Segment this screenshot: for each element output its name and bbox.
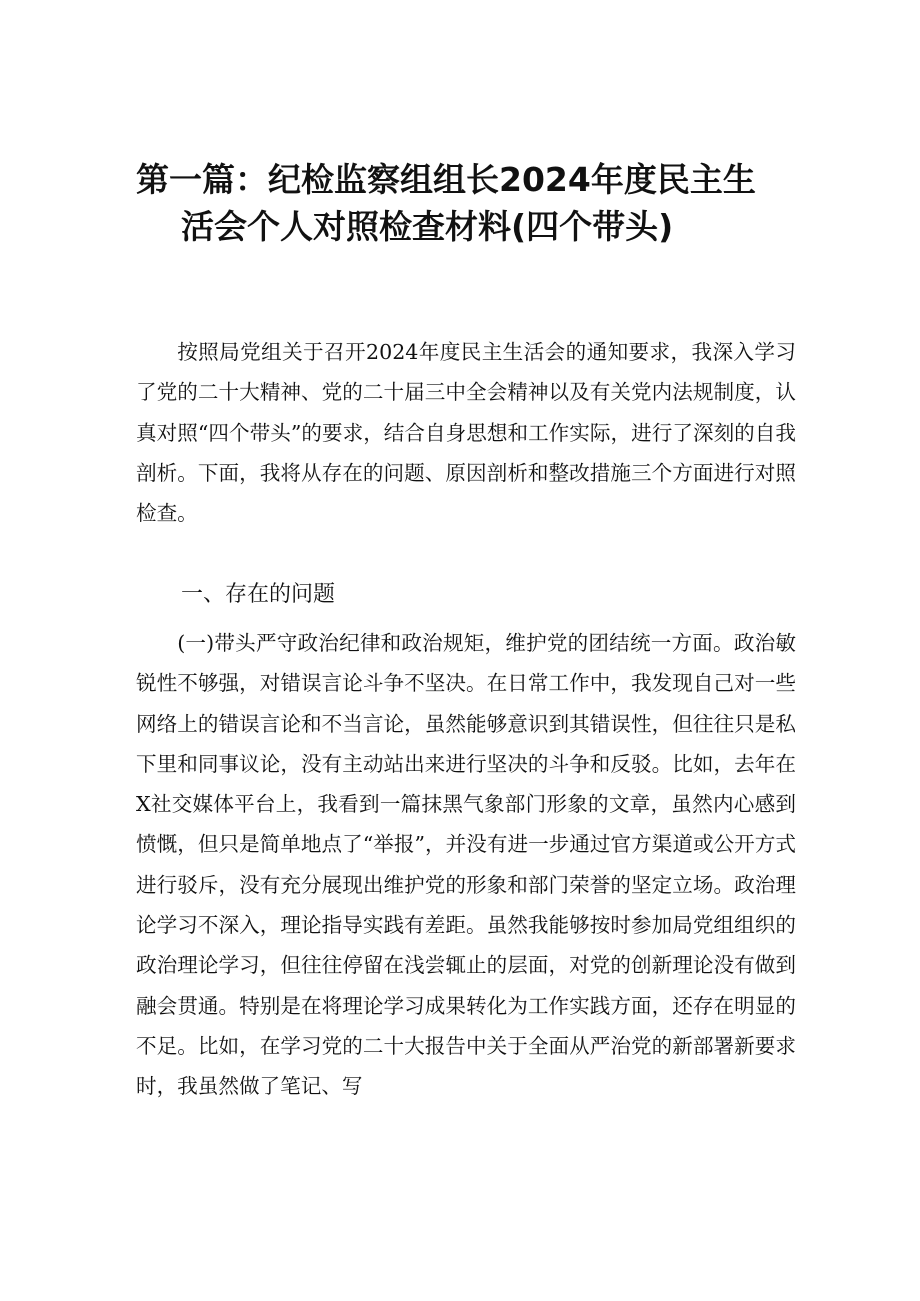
document-title-line-1: 第一篇：纪检监察组组长2024年度民主生 xyxy=(136,160,756,199)
document-title-line-2: 活会个人对照检查材料(四个带头) xyxy=(181,207,674,246)
section-heading-problems: 一、存在的问题 xyxy=(181,582,336,607)
intro-paragraph: 按照局党组关于召开2024年度民主生活会的通知要求，我深入学习了党的二十大精神、党的二十届三中全会精神以及有关党内法规制度，认真对照“四个带头”的要求，结合自身思想和工作实际，进行了深刻的自我剖析。下面，我将从存在的问题、原因剖析和整改措施三个方面进行对照检查。 xyxy=(136,340,796,526)
section1-paragraph: (一)带头严守政治纪律和政治规矩，维护党的团结统一方面。政治敏锐性不够强，对错误言论斗争不坚决。在日常工作中，我发现自己对一些网络上的错误言论和不当言论，虽然能够意识到其错误性，但往往只是私下里和同事议论，没有主动站出来进行坚决的斗争和反驳。比如，去年在X社交媒体平台上，我看到一篇抹黑气象部门形象的文章，虽然内心感到愤慨，但只是简单地点了“举报”，并没有进一步通过官方渠道或公开方式进行驳斥，没有充分展现出维护党的形象和部门荣誉的坚定立场。政治理论学习不深入，理论指导实践有差距。虽然我能够按时参加局党组组织的政治理论学习，但往往停留在浅尝辄止的层面，对党的创新理论没有做到融会贯通。特别是在将理论学习成果转化为工作实践方面，还存在明显的不足。比如，在学习党的二十大报告中关于全面从严治党的新部署新要求时，我虽然做了笔记、写 xyxy=(136,631,796,1099)
